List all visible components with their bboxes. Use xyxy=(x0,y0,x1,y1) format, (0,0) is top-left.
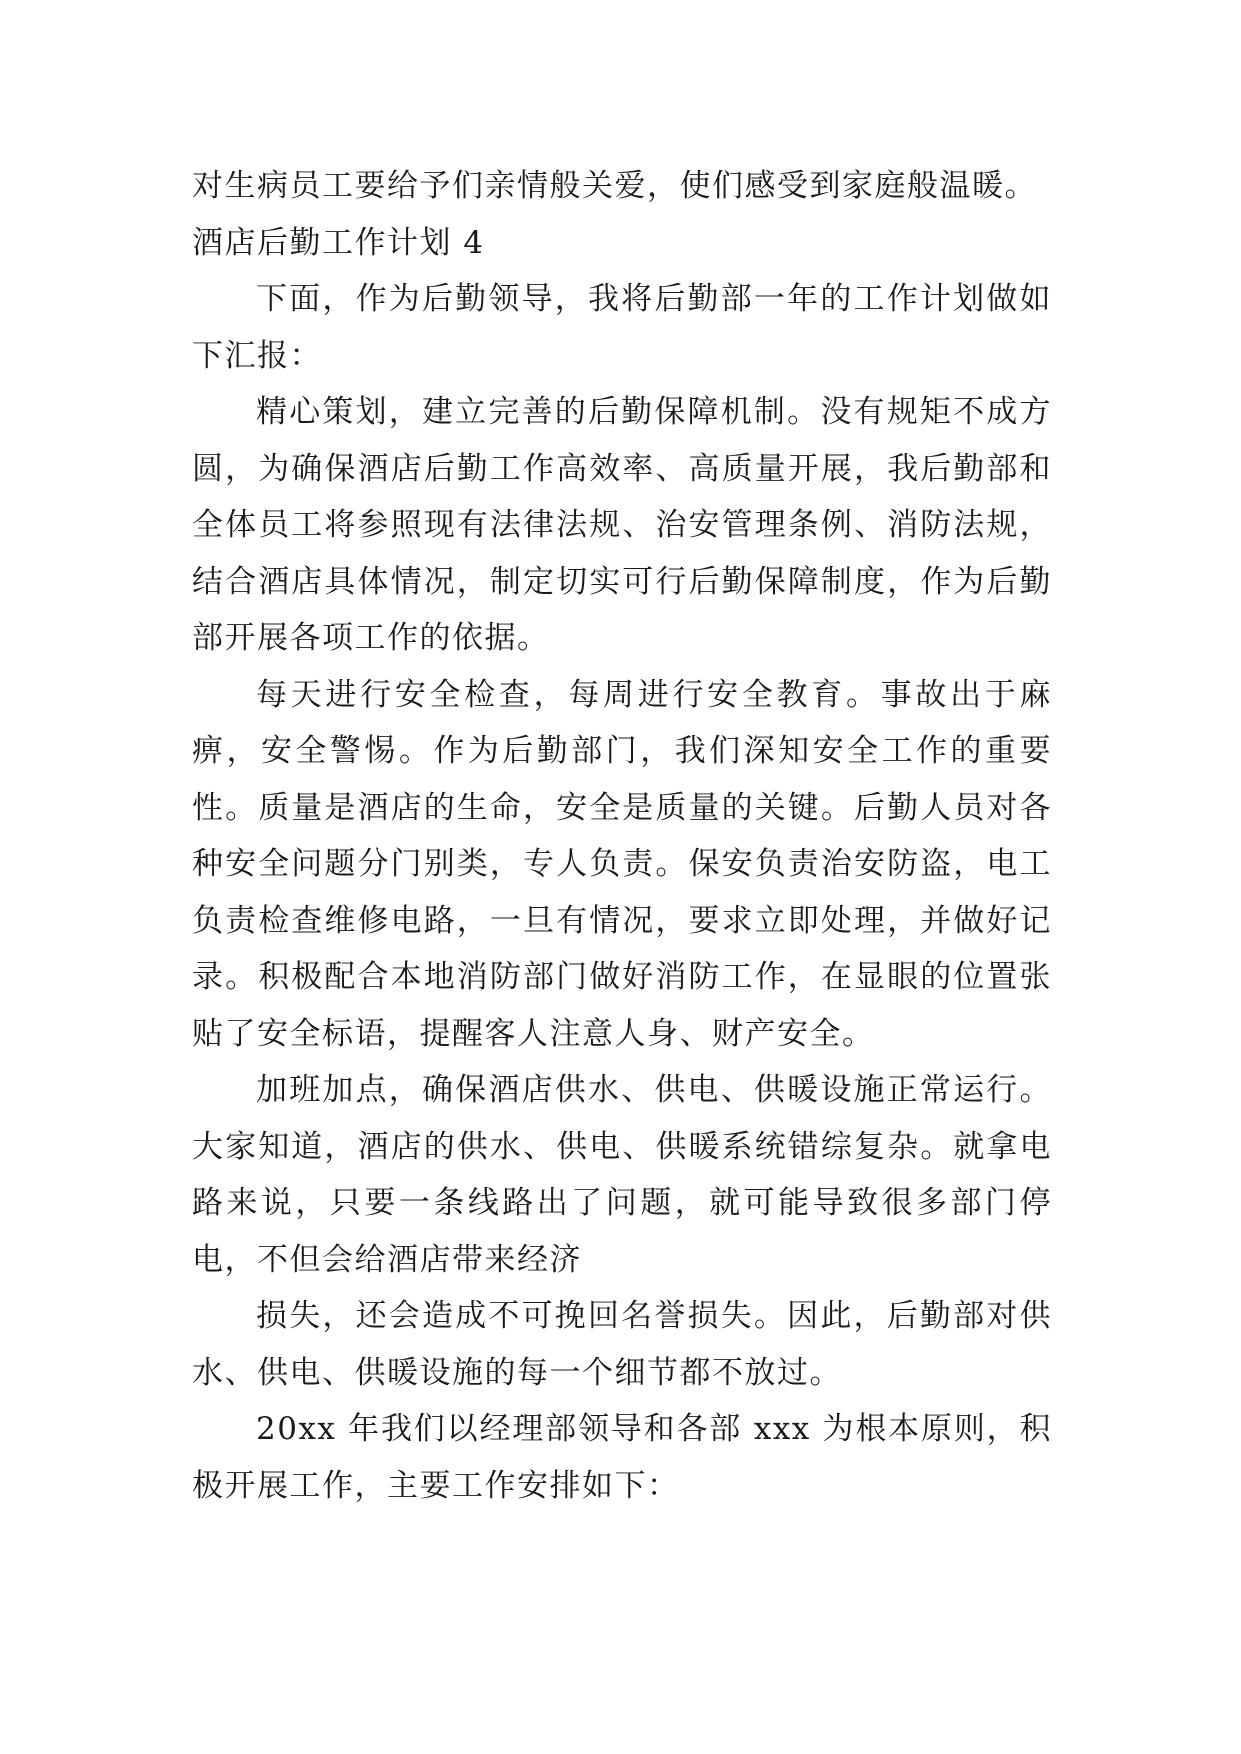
paragraph-intro: 下面，作为后勤领导，我将后勤部一年的工作计划做如下汇报： xyxy=(192,281,1052,374)
paragraph-loss: 损失，还会造成不可挽回名誉损失。因此，后勤部对供水、供电、供暖设施的每一个细节都不放过。 xyxy=(192,1298,1052,1391)
paragraph-arrangement: 20xx 年我们以经理部领导和各部 xxx 为根本原则，积极开展工作，主要工作安排如下： xyxy=(192,1411,1052,1504)
section-heading: 酒店后勤工作计划 4 xyxy=(192,224,485,261)
paragraph-planning: 精心策划，建立完善的后勤保障机制。没有规矩不成方圆，为确保酒店后勤工作高效率、高质量开展，我后勤部和全体员工将参照现有法律法规、治安管理条例、消防法规，结合酒店具体情况，制定切实可行后勤保障制度，作为后勤部开展各项工作的依据。 xyxy=(192,394,1052,656)
paragraph-safety: 每天进行安全检查，每周进行安全教育。事故出于麻痹，安全警惕。作为后勤部门，我们深知安全工作的重要性。质量是酒店的生命，安全是质量的关键。后勤人员对各种安全问题分门别类，专人负责。保安负责治安防盗，电工负责检查维修电路，一旦有情况，要求立即处理，并做好记录。积极配合本地消防部门做好消防工作，在显眼的位置张贴了安全标语，提醒客人注意人身、财产安全。 xyxy=(192,676,1052,1052)
document-body xyxy=(192,158,1052,1514)
paragraph-utilities: 加班加点，确保酒店供水、供电、供暖设施正常运行。大家知道，酒店的供水、供电、供暖系统错综复杂。就拿电路来说，只要一条线路出了问题，就可能导致很多部门停电，不但会给酒店带来经济 xyxy=(192,1072,1052,1278)
paragraph-continuation: 对生病员工要给予们亲情般关爱，使们感受到家庭般温暖。 xyxy=(192,168,1037,204)
